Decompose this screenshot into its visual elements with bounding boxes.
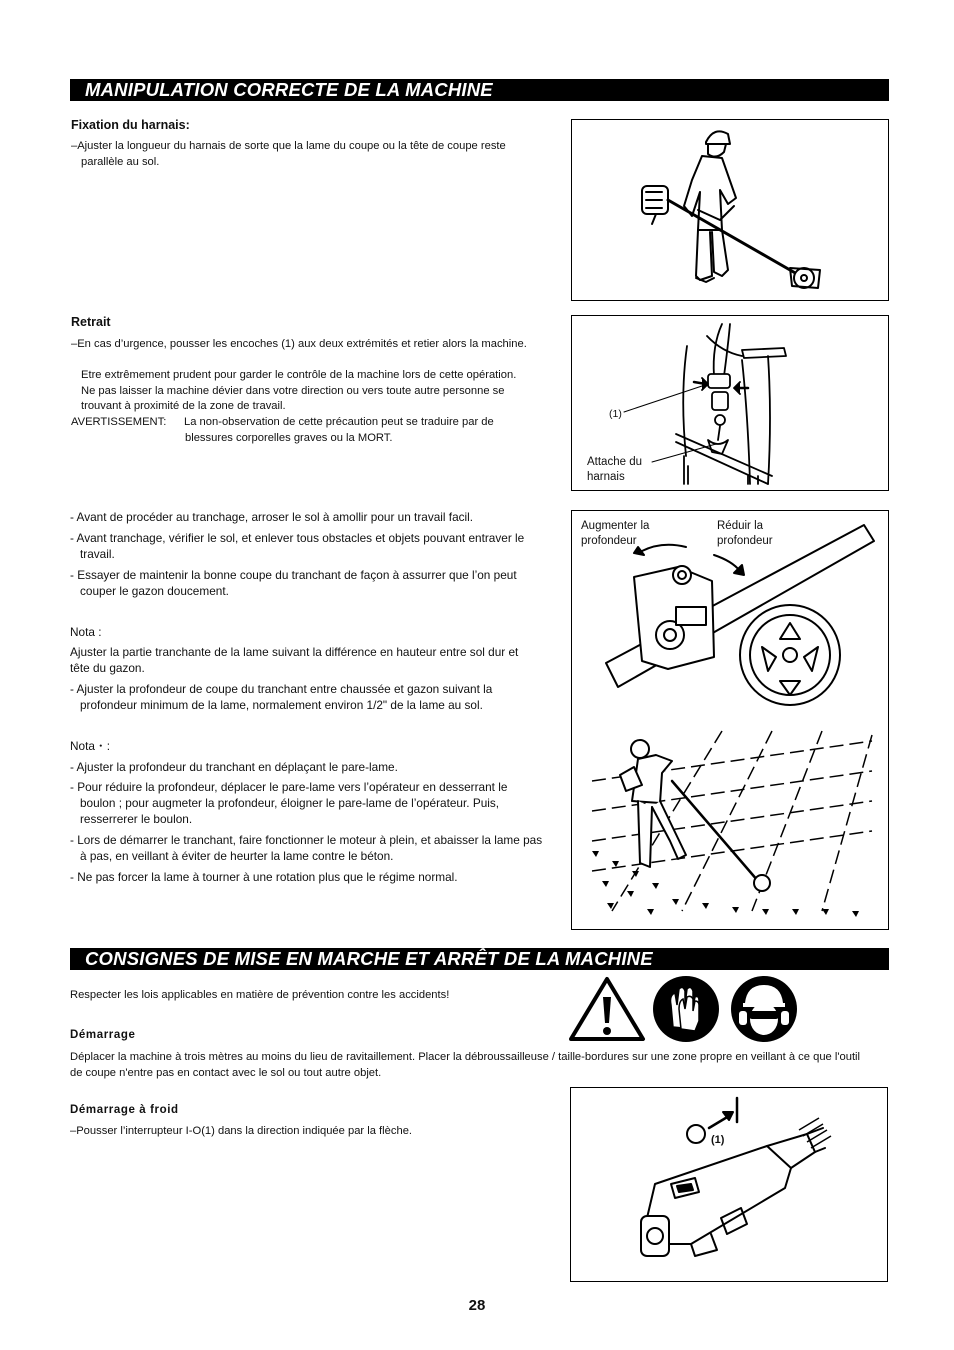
- retrait-heading: Retrait: [71, 315, 111, 329]
- figure-edger-depth: [571, 510, 889, 930]
- figure-harness-attachment: [571, 315, 889, 491]
- edging-bullet-2: - Avant tranchage, vérifier le sol, et enlever tous obstacles et objets pouvant entraver le travail.: [70, 531, 525, 561]
- fig2-label-1: (1): [609, 408, 622, 420]
- harness-text: –Ajuster la longueur du harnais de sorte que la lame du coupe ou la tête de coupe reste parallèle au sol.: [71, 140, 506, 168]
- gloves-icon: [651, 975, 721, 1043]
- nota-1-bullet: - Ajuster la profondeur de coupe du tranchant entre chaussée et gazon suivant la profondeur minimum de la lame, normalement environ 1/2" de la lame au sol.: [70, 682, 493, 712]
- retrait-text-2: Etre extrêmement prudent pour garder le contrôle de la machine lors de cette opération. Ne pas laisser la machine dévier dans votre direction ou vers toute autre personne se trouvant à proximité de la zone de travail.: [81, 369, 517, 412]
- nota-1-label: Nota :: [70, 625, 102, 639]
- section-title-start-stop: CONSIGNES DE MISE EN MARCHE ET ARRÊT DE LA MACHINE: [70, 948, 889, 970]
- edging-bullet-3: - Essayer de maintenir la bonne coupe du tranchant de façon à assurrer que l’on peut couper le gazon doucement.: [70, 568, 517, 598]
- safety-intro: Respecter les lois applicables en matière de prévention contre les accidents!: [70, 989, 450, 1001]
- nota-1-paragraph: Ajuster la partie tranchante de la lame suivant la différence en hauteur entre sol dur et tête du gazon.: [70, 645, 519, 675]
- page-number: 28: [468, 1297, 486, 1314]
- operator-harness-illustration: [572, 120, 890, 302]
- section-title-handling: MANIPULATION CORRECTE DE LA MACHINE: [70, 79, 889, 101]
- warning-label: AVERTISSEMENT:: [71, 416, 167, 428]
- harness-heading: Fixation du harnais:: [71, 118, 190, 132]
- edger-illustration: [572, 511, 890, 931]
- fig3-label-decrease: Réduir la profondeur: [717, 520, 773, 547]
- demarrage-froid-heading: Démarrage à froid: [70, 1104, 179, 1116]
- ignition-switch-illustration: [571, 1088, 889, 1283]
- nota-2-bullet-2: - Pour réduire la profondeur, déplacer le pare-lame vers l’opérateur en desserrant le boulon ; pour augmeter la profondeur, éloigner le pare-lame de l’opérateur. Puis, resserrerer le boulon.: [70, 780, 508, 826]
- retrait-text-1: –En cas d’urgence, pousser les encoches (1) aux deux extrémités et retier alors la machine.: [71, 338, 527, 350]
- nota-2-bullet-1: - Ajuster la profondeur du tranchant en déplaçant le pare-lame.: [70, 760, 398, 774]
- switch-label: (1): [711, 1134, 725, 1146]
- nota-2-label: Nota・:: [70, 739, 110, 753]
- figure-operator-harness: [571, 119, 889, 301]
- helmet-goggles-icon: [729, 975, 799, 1043]
- demarrage-froid-text: –Pousser l’interrupteur I-O(1) dans la direction indiquée par la flèche.: [70, 1125, 413, 1137]
- fig3-label-increase: Augmenter la profondeur: [581, 520, 650, 547]
- nota-2-bullet-3: - Lors de démarrer le tranchant, faire fonctionner le moteur à plein, et abaisser la lame pas à pas, en veillant à éviter de heurter la lame contre le béton.: [70, 833, 543, 863]
- fig2-label-attache: Attache du harnais: [587, 456, 642, 483]
- edging-bullet-1: - Avant de procéder au tranchage, arroser le sol à amollir pour un travail facil.: [70, 510, 474, 524]
- demarrage-heading: Démarrage: [70, 1029, 136, 1041]
- warning-text: La non-observation de cette précaution peut se traduire par de blessures corporelles graves ou la MORT.: [184, 416, 494, 444]
- demarrage-text: Déplacer la machine à trois mètres au moins du lieu de ravitaillement. Placer la débroussailleuse / taille-bordures sur une zone propre en veillant à ce que l'outil de coupe n'entre pas en contact avec le sol ou tout autre objet.: [70, 1051, 861, 1079]
- nota-2-bullet-4: - Ne pas forcer la lame à tourner à une rotation plus que le régime normal.: [70, 870, 458, 884]
- figure-ignition-switch: [570, 1087, 888, 1282]
